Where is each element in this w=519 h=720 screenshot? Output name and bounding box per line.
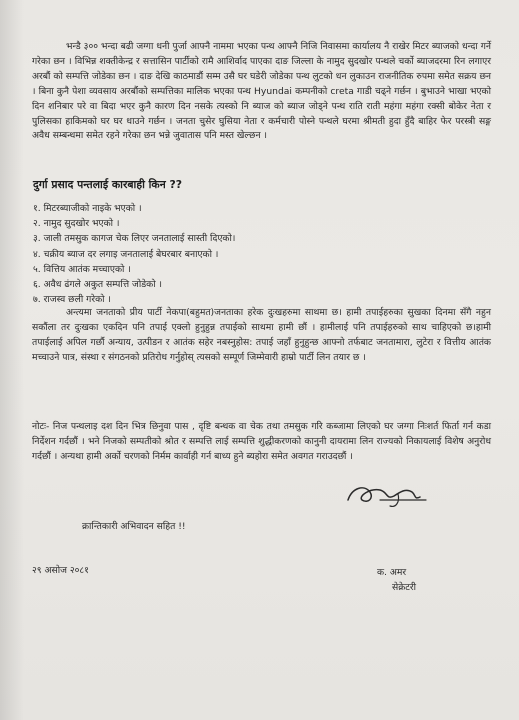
body-paragraph: अन्त्यमा जनताको प्रीय पार्टी नेकपा(बहुमत)जनताका हरेक दुःखहरुमा साथमा छ। हामी तपाईहरुका सुखका दिनमा सँगै नहुन सकौंला तर दुःखका एकदिन पनि तपाई एक्लो हुनुहुन्न तपाईको साथमा हामी छौं । हामीलाई पनि तपाईहरुको साथ चाहिएको छ।हामी तपाईलाई अपिल गर्छौ अन्याय, उत्पीडन र आतंक सहेर नबस्नुहोस: तपाई जहाँ हुनुहुन्छ आफ्नो तर्फबाट जनतामारा, लुटेरा र वित्तीय आतंक मच्चाउने पात्र, संस्था र संगठनको प्रतिरोध गर्नुहोस् त्यसको सम्पूर्ण जिम्मेवारी हाम्रो पार्टी लिन तयार छ । xyxy=(32,307,491,363)
list-item: ३. जाली तमसुक कागज चेक लिएर जनतालाई सास्ती दिएको। xyxy=(33,233,236,245)
page-shadow xyxy=(0,0,24,720)
handwritten-signature xyxy=(340,470,430,518)
reasons-list xyxy=(33,201,235,307)
list-item: ७. राजस्व छली गरेको । xyxy=(33,294,111,306)
list-item: १. मिटरब्याजीको नाइके भएको । xyxy=(33,203,142,214)
letter-date: २९ असोज २०८१ xyxy=(32,565,89,576)
list-item: २. नामुद सुदखोर भएको । xyxy=(33,218,120,230)
closing-line: क्रान्तिकारी अभिवादन सहित !! xyxy=(82,521,186,532)
section-heading: दुर्गा प्रसाद पन्तलाई कारबाही किन ?? xyxy=(33,178,183,191)
list-item: ४. चक्रीय ब्याज दर लगाइ जनतालाई बेघरबार बनाएको । xyxy=(33,248,219,260)
note-paragraph: नोटः- निज पन्थलाइ दश दिन भित्र छिनुवा पास , दृष्टि बन्धक वा चेक तथा तमसुक गरि कब्जामा लिएको घर जग्गा निःशर्त फिर्ता गर्न कडा निर्देशन गर्दछौं । भने निजको सम्पतीको श्रोत र सम्पत्ति लाई सम्पत्ति शुद्धीकरणको कानुनी दायरामा लिन राज्यको निकायलाई विशेष अनुरोध गर्दछौं । अन्यथा हामी अर्को चरणको निर्मम कार्वाही गर्न बाध्य हुने ब्यहोरा समेत अवगत गराउदछौं । xyxy=(32,421,491,462)
signatory-name: क. अमर xyxy=(377,567,407,578)
intro-paragraph: भन्डै ३०० भन्दा बढी जग्गा धनी पुर्जा आफ्नै नाममा भएका पन्थ आफ्नै निजि निवासमा कार्यालय नै राखेर मिटर ब्याजको धन्दा गर्ने गरेका छन । विभिन्न शक्तीकेन्द्र र सत्तासिन पार्टीको रामै आशिर्वाद पाएका दाङ जिल्ला के नामुद सुदखोर पन्थले चर्को ब्याजदरमा रिन लगाएर अरबौं को सम्पत्ति जोडेका छन । दाङ देखि काठमाडौं सम्म उसै घर घडेरी जोडेका पन्थ लुटको धन लुकाउन राजनीतिक रुपमा समेत सक्रय छन । बिना कुनै पेशा व्यवसाय अरबौंको सम्पत्तिका मालिक भएका पन्थ Hyundai कम्पनीको creta गाडी चढ्ने गर्छन । बुभाउने भाखा भएको दिन शनिबार परे वा बिदा भएर कुनै कारण दिन नसके त्यस्को नि ब्याज को ब्याज जोड्ने पन्थ राति राती महंगा महंगा रक्सी बोकेर नेता र पुलिसका हाकिमको घर घर धाउने गर्छन । जनता चुसेर घुसिया नेता र कर्मचारी पोस्ने पन्थले घरमा श्रीमती हुदा हुँदै बाहिर फेर परस्त्री सङ्ग अवैध सम्बन्धमा समेत रहने गरेका छन भन्ने जुवातास पनि मस्त खेल्छन । xyxy=(32,41,491,142)
signatory-title: सेक्रेटरी xyxy=(392,582,417,593)
list-item: ५. वित्तिय आतंक मच्चाएको । xyxy=(33,263,131,275)
list-item: ६. अवैध ढंगले अकुत सम्पत्ति जोडेको । xyxy=(33,279,163,291)
